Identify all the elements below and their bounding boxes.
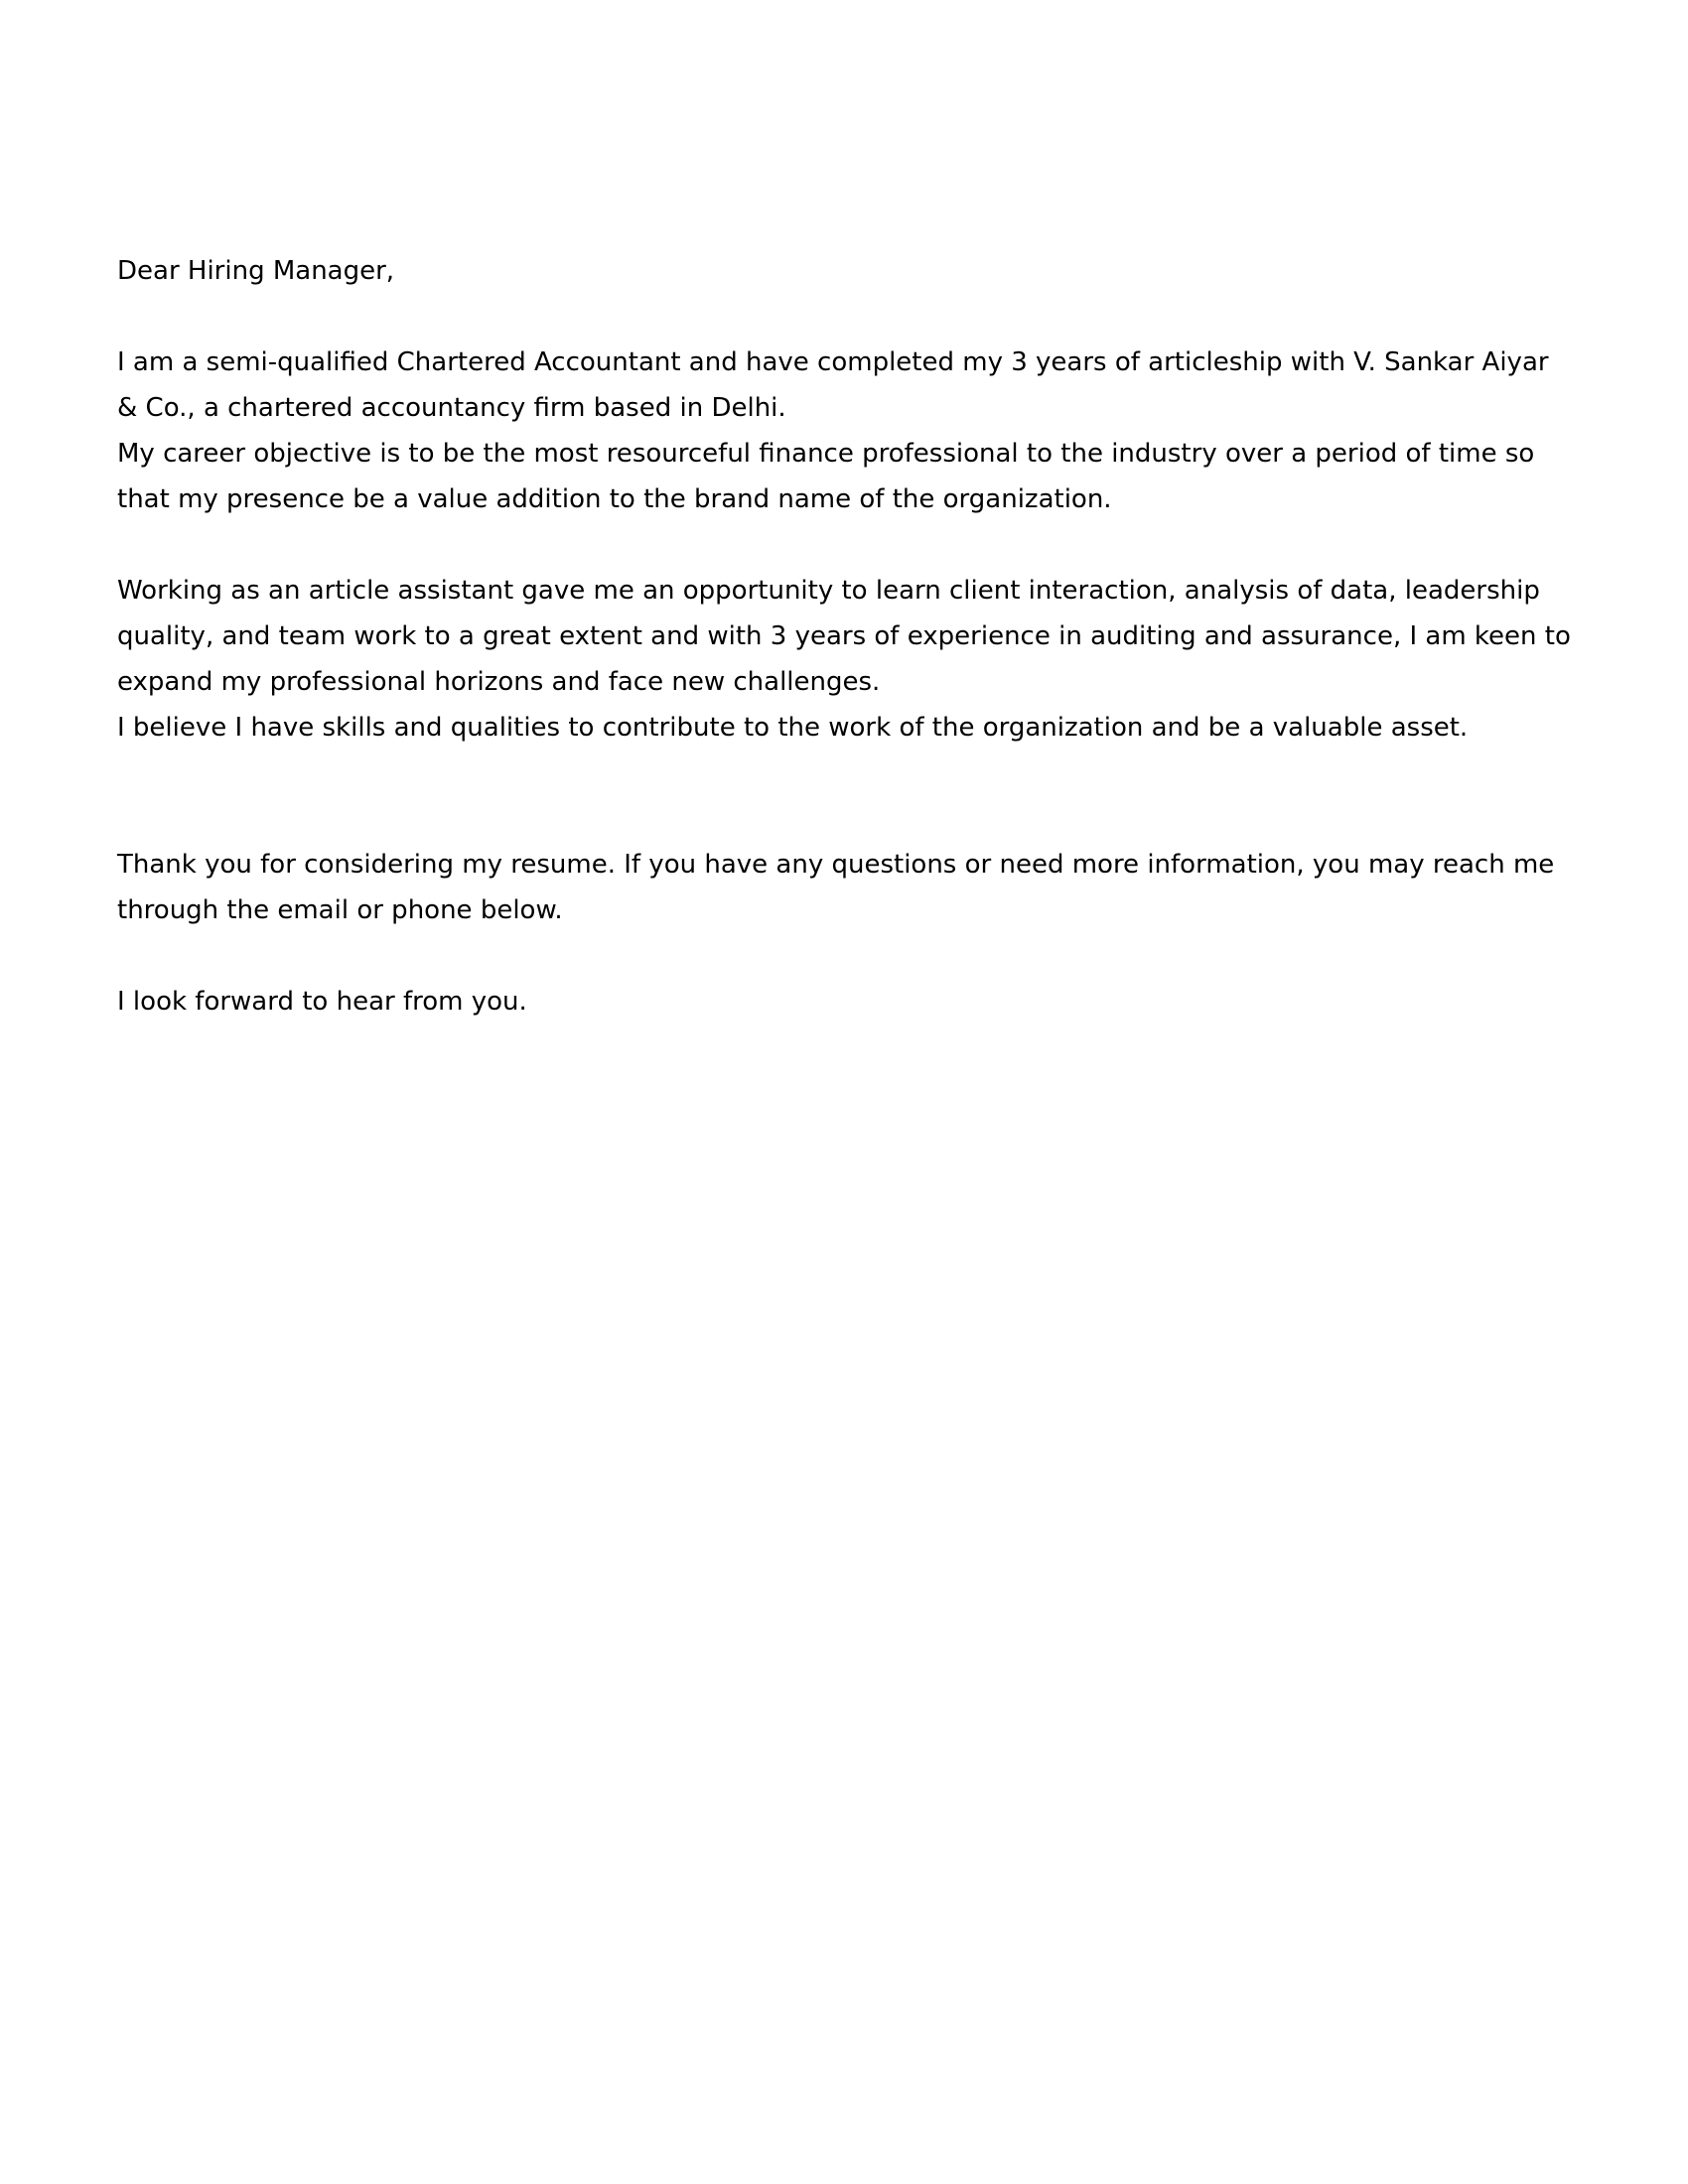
cover-letter-body [117, 248, 1577, 1024]
paragraph-articleship: I am a semi-qualified Chartered Accountant and have completed my 3 years of articleship with V. Sankar Aiyar & Co., a chartered accountancy firm based in Delhi. [117, 347, 1549, 423]
closing-line: I look forward to hear from you. [117, 987, 527, 1017]
spacer [117, 933, 1577, 979]
paragraph-career-objective: My career objective is to be the most resourceful finance professional to the industry over a period of time so that my presence be a value addition to the brand name of the organization. [117, 439, 1535, 514]
spacer [117, 751, 1577, 842]
spacer [117, 522, 1577, 568]
salutation: Dear Hiring Manager, [117, 256, 395, 286]
paragraph-thanks: Thank you for considering my resume. If you have any questions or need more information, you may reach me through the email or phone below. [117, 850, 1555, 925]
paragraph-experience: Working as an article assistant gave me an opportunity to learn client interaction, analysis of data, leadership quality, and team work to a great extent and with 3 years of experience in auditing and assurance, I am keen to expand my professional horizons and face new challenges. [117, 576, 1571, 697]
spacer [117, 294, 1577, 340]
paragraph-skills: I believe I have skills and qualities to contribute to the work of the organization and be a valuable asset. [117, 713, 1469, 743]
